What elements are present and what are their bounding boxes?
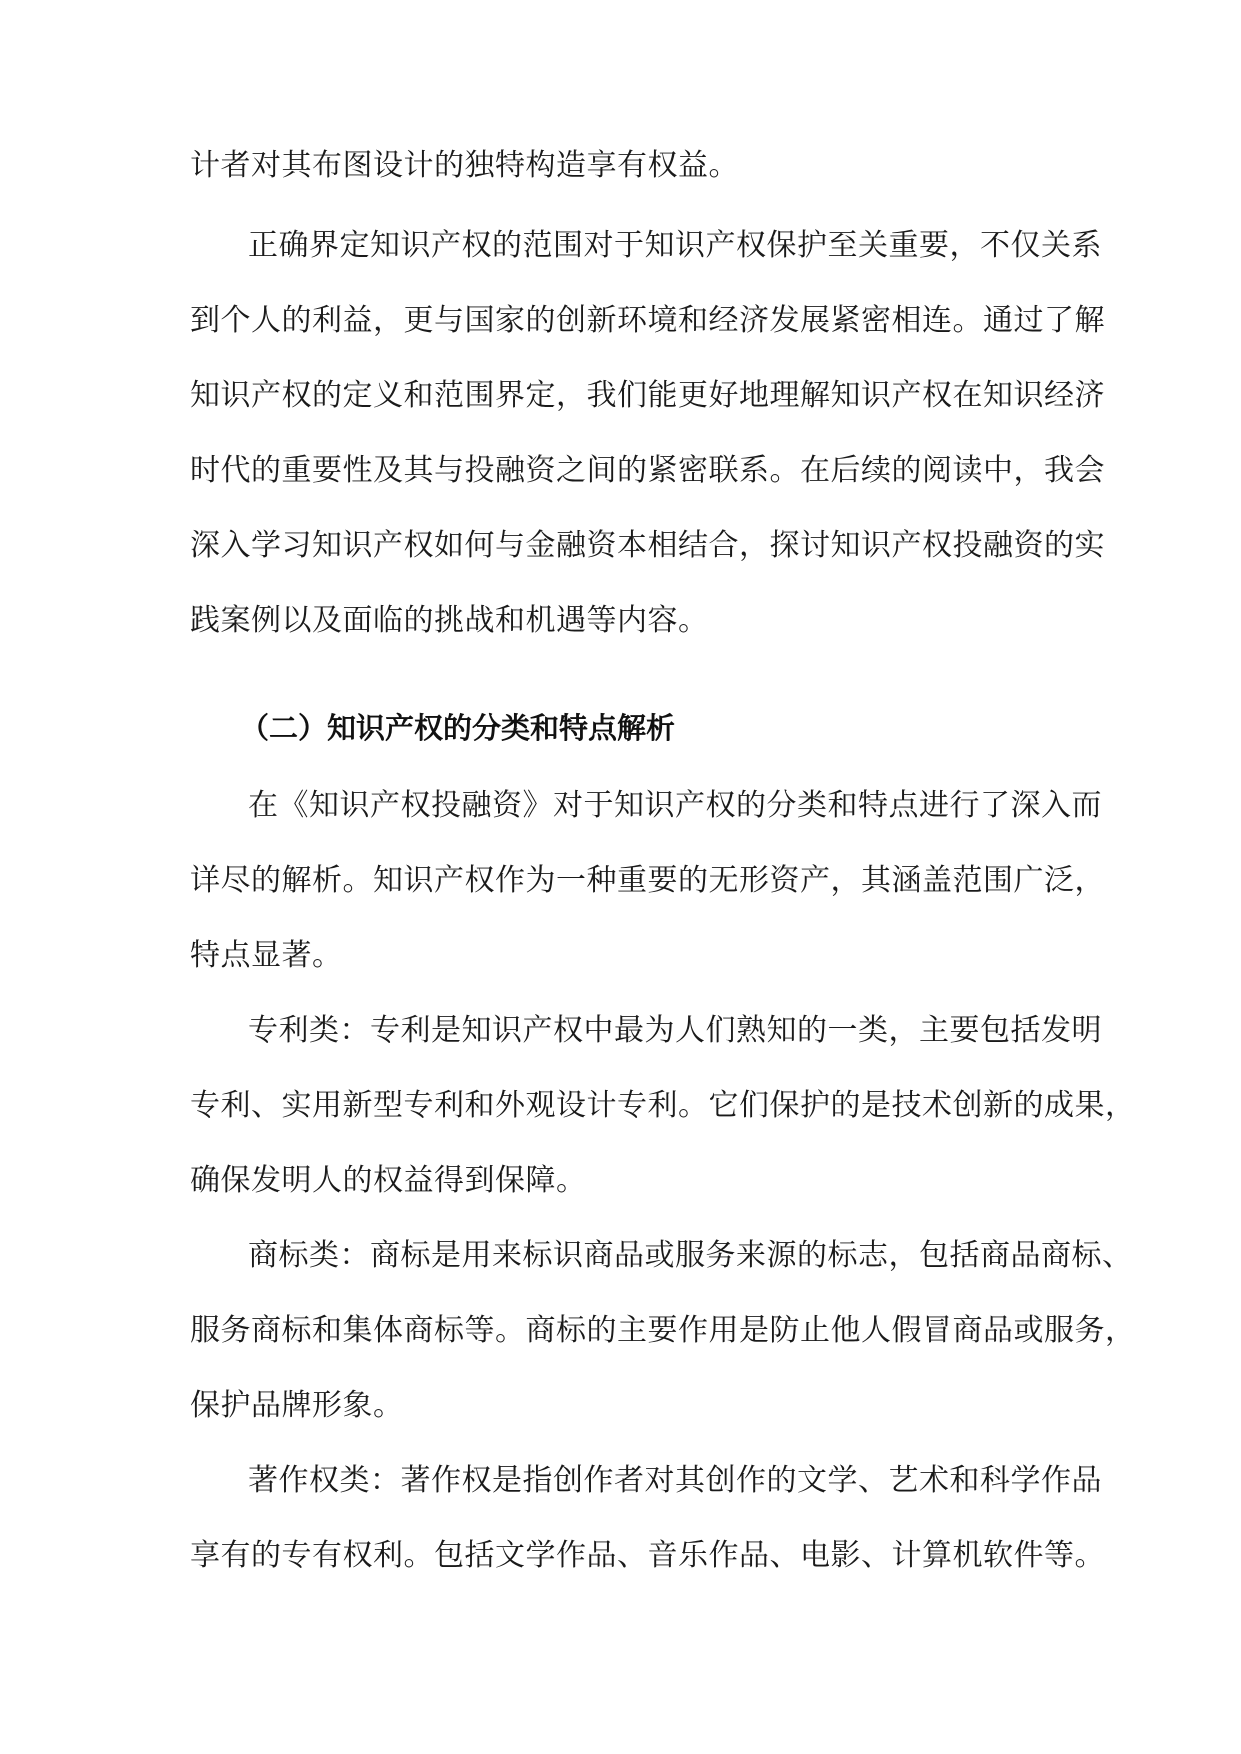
paragraph-line: 深入学习知识产权如何与金融资本相结合，探讨知识产权投融资的实 bbox=[190, 528, 1105, 563]
paragraph-line: 服务商标和集体商标等。商标的主要作用是防止他人假冒商品或服务， bbox=[190, 1313, 1136, 1348]
paragraph-line: 特点显著。 bbox=[190, 938, 343, 973]
paragraph-line: 专利、实用新型专利和外观设计专利。它们保护的是技术创新的成果， bbox=[190, 1088, 1136, 1123]
paragraph-line: 在《知识产权投融资》对于知识产权的分类和特点进行了深入而 bbox=[248, 788, 1102, 823]
paragraph-line: 计者对其布图设计的独特构造享有权益。 bbox=[190, 148, 739, 183]
paragraph-line: 知识产权的定义和范围界定，我们能更好地理解知识产权在知识经济 bbox=[190, 378, 1105, 413]
section-heading: （二）知识产权的分类和特点解析 bbox=[240, 711, 676, 745]
paragraph-line: 确保发明人的权益得到保障。 bbox=[190, 1163, 587, 1198]
paragraph-line: 践案例以及面临的挑战和机遇等内容。 bbox=[190, 603, 709, 638]
paragraph-line: 时代的重要性及其与投融资之间的紧密联系。在后续的阅读中，我会 bbox=[190, 453, 1105, 488]
paragraph-line: 商标类：商标是用来标识商品或服务来源的标志，包括商品商标、 bbox=[248, 1238, 1133, 1273]
paragraph-line: 专利类：专利是知识产权中最为人们熟知的一类，主要包括发明 bbox=[248, 1013, 1102, 1048]
paragraph-line: 著作权类：著作权是指创作者对其创作的文学、艺术和科学作品 bbox=[248, 1463, 1102, 1498]
paragraph-line: 到个人的利益，更与国家的创新环境和经济发展紧密相连。通过了解 bbox=[190, 303, 1105, 338]
paragraph-line: 保护品牌形象。 bbox=[190, 1388, 404, 1423]
paragraph-line: 详尽的解析。知识产权作为一种重要的无形资产，其涵盖范围广泛， bbox=[190, 863, 1105, 898]
paragraph-line: 享有的专有权利。包括文学作品、音乐作品、电影、计算机软件等。 bbox=[190, 1538, 1105, 1573]
paragraph-line: 正确界定知识产权的范围对于知识产权保护至关重要，不仅关系 bbox=[248, 228, 1102, 263]
